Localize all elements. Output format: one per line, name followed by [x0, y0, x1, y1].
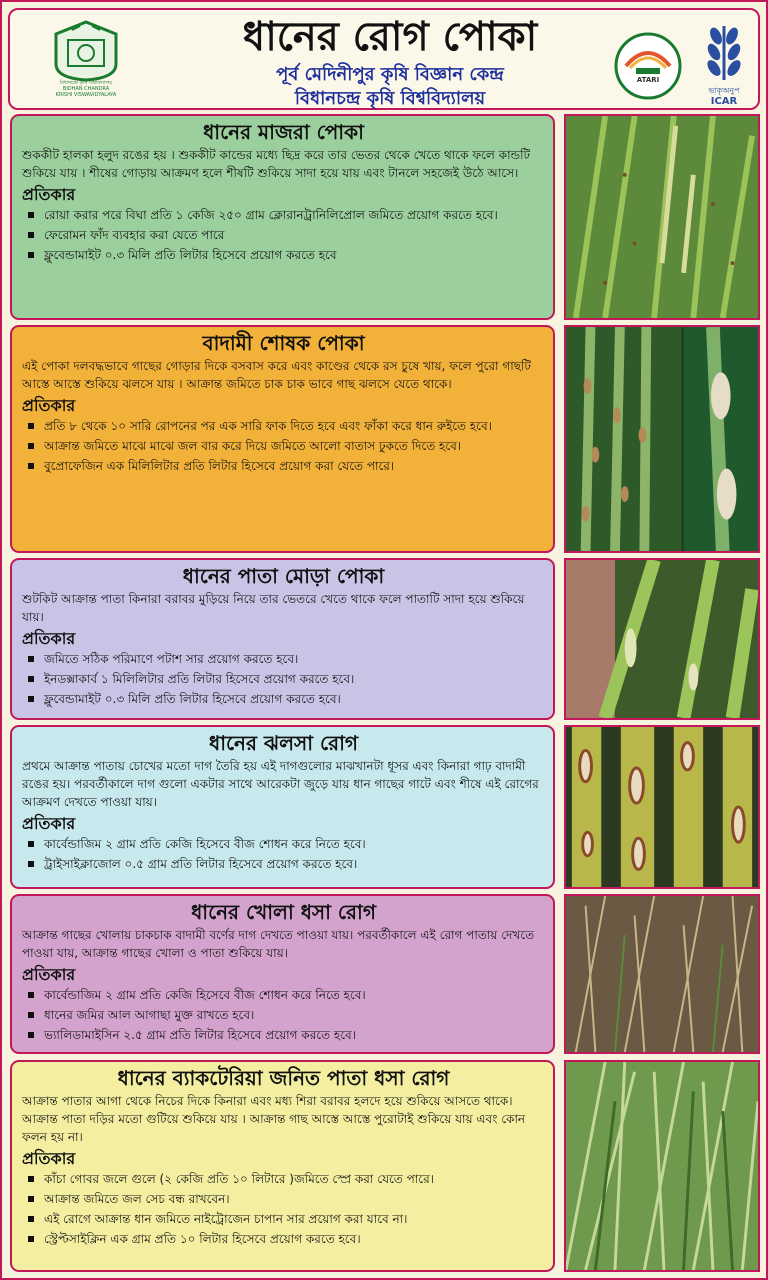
- remedy-list: [22, 986, 545, 1044]
- remedy-list: [22, 206, 545, 264]
- list-item: কার্বেন্ডাজিম ২ গ্রাম প্রতি কেজি হিসেবে বীজ শোধন করে নিতে হবে।: [22, 986, 545, 1004]
- list-item: বুপ্রোফেজিন এক মিলিলিটার প্রতি লিটার হিসেবে প্রয়োগ করা যেতে পারে।: [22, 457, 545, 475]
- section-leaf-folder: [10, 558, 555, 720]
- list-item: জমিতে সঠিক পরিমাণে পটাশ সার প্রয়োগ করতে হবে।: [22, 650, 545, 668]
- kvk-name: পূর্ব মেদিনীপুর কৃষি বিজ্ঞান কেন্দ্র: [276, 64, 504, 85]
- sheath-blight-photo: [564, 894, 760, 1054]
- section-stem-borer: [10, 114, 555, 320]
- list-item: আক্রান্ত জমিতে মাঝে মাঝে জল বার করে দিয়ে জমিতে আলো বাতাস ঢুকতে দিতে হবে।: [22, 437, 545, 455]
- list-item: ফেরোমন ফাঁদ ব্যবহার করা যেতে পারে: [22, 226, 545, 244]
- section-description: এই পোকা দলবদ্ধভাবে গাছের গোড়ার দিকে বসবাস করে এবং কাণ্ডের থেকে রস চুষে খায়, ফলে পুরো গাছটি আস্তে আস্তে শুকিয়ে ঝলসে যায় । আক্রান্ত জমিতে চাক চাক ভাবে গাছ ঝলসে যেতে থাকে।: [22, 359, 531, 391]
- header: [8, 8, 760, 110]
- section-description: আক্রান্ত গাছের খোলায় চাকচাক বাদামী বর্ণের দাগ দেখতে পাওয়া যায়। পরবর্তীকালে এই রোগ পাতায় দেখতে পাওয়া যায়, আক্রান্ত গাছের খোলা ও পাতা শুকিয়ে যায়।: [22, 928, 535, 960]
- section-title: ধানের পাতা মোড়া পোকা: [182, 564, 385, 588]
- list-item: ফ্লুবেন্ডামাইট ০.৩ মিলি প্রতি লিটার হিসেবে প্রয়োগ করতে হবে: [22, 246, 545, 264]
- section-description: আক্রান্ত পাতার আগা থেকে নিচের দিকে কিনারা এবং মধ্য শিরা বরাবর হলদে হয়ে শুকিয়ে আসতে থাকে। আক্রান্ত পাতা দড়ির মতো গুটিয়ে শুকিয়ে যায় । আক্রান্ত গাছ আস্তে আস্তে পুরোটাই শুকিয়ে যায় এবং কোন ফলন হয় না।: [22, 1094, 526, 1144]
- list-item: ইনডক্সাকার্ব ১ মিলিলিটার প্রতি লিটার হিসেবে প্রয়োগ করতে হবে।: [22, 670, 545, 688]
- university-emblem-caption: বিধানচন্দ্র কৃষি বিশ্ববিদ্যালয় BIDHAN CHANDRA KRISHI VISWAVIDYALAYA: [55, 80, 117, 98]
- section-description: শুককীট হালকা হলুদ রঙের হয় । শুককীট কান্ডের মধ্যে ছিদ্র করে তার ভেতর থেকে খেতে থাকে ফলে কান্ডটি শুকিয়ে যায় । শীষের গোড়ায় আক্রমণ হলে শীষটি শুকিয়ে সাদা হয়ে যায় এবং টানলে সহজেই উঠে আসে।: [22, 148, 531, 180]
- section-description: প্রথমে আক্রান্ত পাতায় চোখের মতো দাগ তৈরি হয় এই দাগগুলোর মাঝখানটা ধূসর এবং কিনারা গাঢ় বাদামী রঙের হয়। পরবর্তীকালে দাগ গুলো একটার সাথে আরেকটা জুড়ে যায় ধান গাছের গাটে এবং শীষে এই রোগের আক্রমণ দেখতে পাওয়া যায়।: [22, 759, 539, 809]
- list-item: কাঁচা গোবর জলে গুলে (২ কেজি প্রতি ১০ লিটারে )জমিতে স্প্রে করা যেতে পারে।: [22, 1170, 545, 1188]
- atari-logo-icon: [614, 32, 682, 100]
- remedy-list: [22, 1170, 545, 1248]
- rice-blast-photo: [564, 725, 760, 889]
- remedy-label: প্রতিকার: [22, 396, 76, 415]
- leaf-folder-photo: [564, 558, 760, 720]
- list-item: স্ট্রেপ্টসাইক্লিন এক গ্রাম প্রতি ১০ লিটার হিসেবে প্রয়োগ করতে হবে।: [22, 1230, 545, 1248]
- remedy-label: প্রতিকার: [22, 185, 76, 204]
- list-item: ধানের জমির আল আগাছা মুক্ত রাখতে হবে।: [22, 1006, 545, 1024]
- section-title: ধানের খোলা ধসা রোগ: [191, 900, 376, 924]
- atari-label: ATARI: [636, 76, 660, 84]
- remedy-list: [22, 835, 545, 873]
- icar-logo-icon: [692, 22, 756, 112]
- remedy-label: প্রতিকার: [22, 814, 76, 833]
- list-item: আক্রান্ত জমিতে জল সেচ বন্ধ রাখবেন।: [22, 1190, 545, 1208]
- list-item: ফ্লুবেন্ডামাইট ০.৩ মিলি প্রতি লিটার হিসেবে প্রয়োগ করতে হবে।: [22, 690, 545, 708]
- list-item: কার্বেন্ডাজিম ২ গ্রাম প্রতি কেজি হিসেবে বীজ শোধন করে নিতে হবে।: [22, 835, 545, 853]
- section-description: শুটকিট আক্রান্ত পাতা কিনারা বরাবর মুড়িয়ে নিয়ে তার ভেতরে খেতে থাকে ফলে পাতাটি সাদা হয়ে শুকিয়ে যায়।: [22, 592, 525, 624]
- icar-label-en: ICAR: [710, 96, 738, 107]
- university-name: বিধানচন্দ্র কৃষি বিশ্ববিদ্যালয়: [294, 88, 486, 109]
- remedy-label: প্রতিকার: [22, 1149, 76, 1168]
- list-item: ট্রাইসাইক্লাজোল ০.৫ গ্রাম প্রতি লিটার হিসেবে প্রয়োগ করতে হবে।: [22, 855, 545, 873]
- remedy-label: প্রতিকার: [22, 965, 76, 984]
- section-title: বাদামী শোষক পোকা: [202, 331, 365, 355]
- section-title: ধানের মাজরা পোকা: [203, 120, 364, 144]
- list-item: রোয়া করার পরে বিঘা প্রতি ১ কেজি ২৫০ গ্রাম ক্লোরানট্রানিলিপ্রোল জমিতে প্রয়োগ করতে হবে।: [22, 206, 545, 224]
- page-title: ধানের রোগ পোকা: [242, 14, 538, 60]
- list-item: ভ্যালিডামাইসিন ২.৫ গ্রাম প্রতি লিটার হিসেবে প্রয়োগ করতে হবে।: [22, 1026, 545, 1044]
- section-bacterial-leaf-blight: [10, 1060, 555, 1272]
- section-title: ধানের ব্যাকটেরিয়া জনিত পাতা ধসা রোগ: [117, 1066, 450, 1090]
- stem-borer-photo: [564, 114, 760, 320]
- university-emblem-icon: [46, 20, 126, 104]
- list-item: প্রতি ৮ থেকে ১০ সারি রোপনের পর এক সারি ফাক দিতে হবে এবং ফাঁকা করে ধান রুইতে হবে।: [22, 417, 545, 435]
- section-sheath-blight: [10, 894, 555, 1054]
- section-brown-planthopper: [10, 325, 555, 553]
- remedy-label: প্রতিকার: [22, 629, 76, 648]
- section-rice-blast: [10, 725, 555, 889]
- remedy-list: [22, 417, 545, 475]
- bacterial-leaf-blight-photo: [564, 1060, 760, 1272]
- icar-label-bn: ভাকৃঅনুপ: [708, 86, 740, 95]
- list-item: এই রোগে আক্রান্ত ধান জমিতে নাইট্রোজেন চাপান সার প্রয়োগ করা যাবে না।: [22, 1210, 545, 1228]
- remedy-list: [22, 650, 545, 708]
- brown-planthopper-photo: [564, 325, 760, 553]
- section-title: ধানের ঝলসা রোগ: [209, 731, 358, 755]
